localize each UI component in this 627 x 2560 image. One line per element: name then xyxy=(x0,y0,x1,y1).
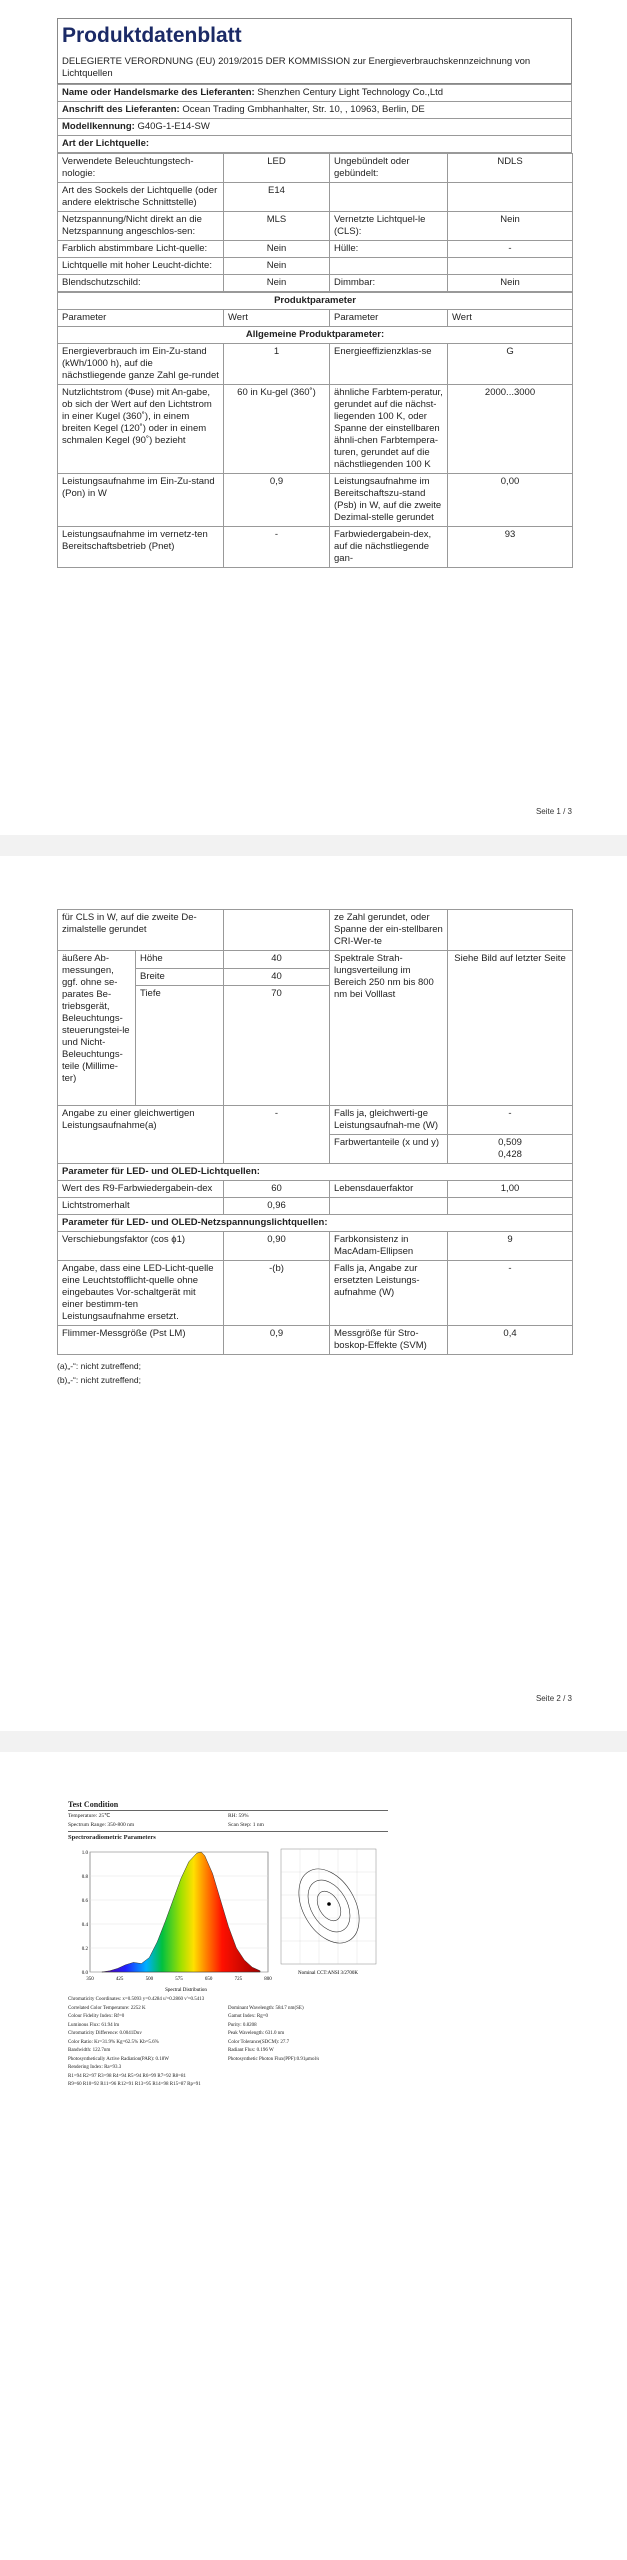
result-cell xyxy=(228,2081,388,2090)
cri-cont-label: ze Zahl gerundet, oder Spanne der ein-stellbaren CRI-Wer-te xyxy=(330,910,448,951)
type-row xyxy=(58,258,573,275)
result-cell: Rendering Index: Ra=93.3 xyxy=(68,2065,122,2070)
x-tick-label: 650 xyxy=(204,1977,213,1982)
result-cell: Photosynthetic Photon Flux(PPF):0.91μmol/s xyxy=(228,2056,320,2062)
result-row xyxy=(68,2039,388,2048)
life-label: Lebensdauerfaktor xyxy=(330,1181,448,1198)
result-cell: Color Ratio: Kr=31.9% Kg=62.5% Kb=5.6% xyxy=(68,2039,159,2045)
x-tick-label: 725 xyxy=(234,1977,243,1982)
result-cell: Color Tolerance(SDCM): 27.7 xyxy=(228,2039,290,2045)
x-tick-label: 575 xyxy=(175,1977,183,1982)
param-v2: G xyxy=(448,344,573,385)
equiv-power-label: Falls ja, gleichwerti-ge Leistungsaufnah-me (W) xyxy=(330,1106,448,1135)
result-cell: R9=60 R10=92 R11=96 R12=91 R13=95 R14=98 R15=87 Rp=91 xyxy=(68,2082,201,2087)
type-l2: Vernetzte Lichtquel-le (CLS): xyxy=(330,212,448,241)
page-1 xyxy=(0,0,627,835)
dim-height-value: 40 xyxy=(224,951,330,969)
strobo-value: 0,4 xyxy=(448,1326,573,1355)
note-a: (a)„-“: nicht zutreffend; xyxy=(57,1361,141,1371)
doc-intro: DELEGIERTE VERORDNUNG (EU) 2019/2015 DER KOMMISSION zur Energieverbrauchskennzeichnung von Lichtquellen xyxy=(57,53,572,84)
result-cell: Correlated Color Temperature: 2252 K xyxy=(68,2005,146,2011)
type-v1: LED xyxy=(224,154,330,183)
maint-empty-2 xyxy=(448,1198,573,1215)
param-l2: Farbwiedergabein-dex, auf die nächstliegende gan- xyxy=(330,527,448,568)
result-row xyxy=(68,1996,388,2005)
dim-depth-label: Tiefe xyxy=(136,986,224,1106)
result-cell: Chromaticity Difference: 0.0041Duv xyxy=(68,2031,142,2036)
type-l2 xyxy=(330,258,448,275)
type-v2: Nein xyxy=(448,275,573,292)
y-tick-label: 1.0 xyxy=(81,1851,88,1856)
chroma-x: 0,509 xyxy=(498,1137,522,1148)
type-v1: E14 xyxy=(224,183,330,212)
param-v2: 0,00 xyxy=(448,474,573,527)
param-l1: Leistungsaufnahme im vernetz-ten Bereitschaftsbetrieb (Pnet) xyxy=(58,527,224,568)
spectral-chart xyxy=(68,1844,273,1994)
supplier-table xyxy=(57,84,572,153)
type-v1: MLS xyxy=(224,212,330,241)
equiv-label xyxy=(58,1106,224,1164)
result-cell: Peak Wavelength: 631.0 nm xyxy=(228,2031,285,2036)
type-table xyxy=(57,153,573,292)
mains-section-title: Parameter für LED- und OLED-Netzspannungslichtquellen: xyxy=(58,1215,573,1232)
x-tick-label: 500 xyxy=(145,1977,154,1982)
cie-caption: Nominal CCT:ANSI 3/2700K xyxy=(297,1971,359,1976)
x-tick-label: 350 xyxy=(86,1977,94,1982)
param-row xyxy=(58,527,573,568)
equiv-power-value: - xyxy=(448,1106,573,1135)
result-row xyxy=(68,2030,388,2039)
type-l1: Lichtquelle mit hoher Leucht-dichte: xyxy=(58,258,224,275)
model-value: G40G-1-E14-SW xyxy=(137,121,210,132)
type-row xyxy=(58,275,573,292)
type-v2: NDLS xyxy=(448,154,573,183)
replace-power-value: - xyxy=(448,1261,573,1326)
manufacturer-label: Name oder Handelsmarke des Lieferanten: xyxy=(62,87,255,98)
page-footer-1: Seite 1 / 3 xyxy=(535,807,572,816)
flicker-label: Flimmer-Messgröße (Pst LM) xyxy=(58,1326,224,1355)
type-l1: Blendschutzschild: xyxy=(58,275,224,292)
r9-label: Wert des R9-Farbwiedergabein-dex xyxy=(58,1181,224,1198)
result-row xyxy=(68,2047,388,2056)
type-l1: Verwendete Beleuchtungstech-nologie: xyxy=(58,154,224,183)
page-3 xyxy=(0,1752,627,2560)
result-cell: Purity: 0.8208 xyxy=(228,2022,257,2028)
col-param-2: Parameter xyxy=(330,310,448,327)
result-cell: R1=94 R2=97 R3=98 R4=94 R5=94 R6=99 R7=92 R8=81 xyxy=(68,2073,186,2079)
result-row xyxy=(68,2022,388,2031)
maint-empty-1 xyxy=(330,1198,448,1215)
flicker-value: 0,9 xyxy=(224,1326,330,1355)
standby-cont-value xyxy=(224,910,330,951)
y-tick-label: 0.2 xyxy=(81,1947,88,1952)
y-tick-label: 0.0 xyxy=(81,1971,88,1976)
macadam-ellipses xyxy=(286,1858,371,1953)
result-cell xyxy=(228,1996,388,2005)
dim-depth-value: 70 xyxy=(224,986,330,1106)
model-row xyxy=(58,119,572,136)
spectrum-area xyxy=(102,1852,260,1972)
macadam-value: 9 xyxy=(448,1232,573,1261)
param-v2: 93 xyxy=(448,527,573,568)
col-value-2: Wert xyxy=(448,310,573,327)
param-v1: - xyxy=(224,527,330,568)
model-label: Modellkennung: xyxy=(62,121,135,132)
param-l1: Leistungsaufnahme im Ein-Zu-stand (Pon) in W xyxy=(58,474,224,527)
address-row xyxy=(58,102,572,119)
params-section-title: Produktparameter xyxy=(58,293,573,310)
type-l2: Ungebündelt oder gebündelt: xyxy=(330,154,448,183)
result-cell: Radiant Flux: 0.196 W xyxy=(228,2048,274,2053)
manufacturer-value: Shenzhen Century Light Technology Co.,Ltd xyxy=(257,87,444,98)
address-label: Anschrift des Lieferanten: xyxy=(62,104,180,115)
doc-title: Produktdatenblatt xyxy=(57,18,572,53)
type-v2: - xyxy=(448,241,573,258)
pf-value: 0,90 xyxy=(224,1232,330,1261)
general-params-title: Allgemeine Produktparameter: xyxy=(58,327,573,344)
type-v1: Nein xyxy=(224,241,330,258)
spectral-value: Siehe Bild auf letzter Seite xyxy=(448,951,573,1106)
pf-label: Verschiebungsfaktor (cos ϕ1) xyxy=(58,1232,224,1261)
result-row xyxy=(68,2064,388,2073)
rh: RH: 59% xyxy=(228,1813,249,1819)
life-value: 1,00 xyxy=(448,1181,573,1198)
chroma-values xyxy=(448,1135,573,1164)
result-cell: Photosynthetically Active Radiation(PAR): 0.18W xyxy=(68,2056,169,2062)
result-row xyxy=(68,2013,388,2022)
dim-height-label: Höhe xyxy=(136,951,224,969)
strobo-label: Messgröße für Stro-boskop-Effekte (SVM) xyxy=(330,1326,448,1355)
type-row xyxy=(58,154,573,183)
note-b: (b)„-“: nicht zutreffend; xyxy=(57,1375,141,1385)
type-label: Art der Lichtquelle: xyxy=(58,136,572,153)
type-v2 xyxy=(448,183,573,212)
type-l2: Dimmbar: xyxy=(330,275,448,292)
type-v2 xyxy=(448,258,573,275)
param-row xyxy=(58,474,573,527)
led-section-title: Parameter für LED- und OLED-Lichtquellen: xyxy=(58,1164,573,1181)
datasheet-page-2 xyxy=(57,909,572,1387)
type-l1: Farblich abstimmbare Licht-quelle: xyxy=(58,241,224,258)
col-value-1: Wert xyxy=(224,310,330,327)
y-tick-label: 0.8 xyxy=(81,1875,88,1880)
test-condition-row-1 xyxy=(68,1812,388,1821)
dims-label: äußere Ab-messungen, ggf. ohne se-parates Be-triebsgerät, Beleuchtungs-steuerungstei-le und Nicht-Beleuchtungs-teile (Millime-ter) xyxy=(58,951,136,1106)
params-table-cont xyxy=(57,909,573,1355)
result-cell: Dominant Wavelength: 584.7 nm(SE) xyxy=(228,2005,304,2011)
param-row xyxy=(58,385,573,474)
temperature: Temperature: 25℃ xyxy=(68,1813,111,1819)
measured-point xyxy=(327,1902,331,1906)
datasheet-page-1 xyxy=(57,18,572,568)
chroma-label: Farbwertanteile (x und y) xyxy=(330,1135,448,1164)
type-l1: Netzspannung/Nicht direkt an die Netzspannung angeschlos-sen: xyxy=(58,212,224,241)
result-cell: Bandwidth: 122.7nm xyxy=(68,2048,111,2053)
spectral-label: Spektrale Strah-lungsverteilung im Bereich 250 nm bis 800 nm bei Volllast xyxy=(330,951,448,1106)
result-row xyxy=(68,2073,388,2082)
test-condition-row-2 xyxy=(68,1821,388,1830)
cie-grid xyxy=(281,1849,376,1964)
r9-value: 60 xyxy=(224,1181,330,1198)
spectrum-range: Spectrum Range: 350-800 nm xyxy=(68,1822,135,1828)
type-l2 xyxy=(330,183,448,212)
param-row xyxy=(58,344,573,385)
spectro-title: Spectroradiometric Parameters xyxy=(68,1834,156,1841)
param-l2: Energieeffizienzklas-se xyxy=(330,344,448,385)
param-l1: Nutzlichtstrom (Φuse) mit An-gabe, ob sich der Wert auf den Lichtstrom in einer Kugel (360˚), in einem breiten Kegel (120˚) oder in einem schmalen Kegel (90˚) bezieht xyxy=(58,385,224,474)
chroma-y: 0,428 xyxy=(498,1149,522,1160)
result-row xyxy=(68,2081,388,2090)
cie-frame xyxy=(281,1849,376,1964)
maint-value: 0,96 xyxy=(224,1198,330,1215)
param-l2: ähnliche Farbtem-peratur, gerundet auf die nächst-liegenden 100 K, oder Spanne der einstellbaren ähnli-chen Farbtempera-turen, gerundet auf die nächstliegenden 100 K xyxy=(330,385,448,474)
page-2 xyxy=(0,856,627,1731)
maint-label: Lichtstromerhalt xyxy=(58,1198,224,1215)
result-cell: Colour Fidelity Index: Rf=0 xyxy=(68,2014,125,2019)
type-l1: Art des Sockels der Lichtquelle (oder andere elektrische Schnittstelle) xyxy=(58,183,224,212)
replace-power-label: Falls ja, Angabe zur ersetzten Leistungs-aufnahme (W) xyxy=(330,1261,448,1326)
x-tick-label: 425 xyxy=(115,1977,124,1982)
param-l2: Leistungsaufnahme im Bereitschaftszu-stand (Psb) in W, auf die zweite Dezimal-stelle gerundet xyxy=(330,474,448,527)
y-tick-label: 0.4 xyxy=(81,1923,88,1928)
test-condition-title: Test Condition xyxy=(68,1800,119,1809)
type-row xyxy=(58,183,573,212)
type-l2: Hülle: xyxy=(330,241,448,258)
type-v1: Nein xyxy=(224,275,330,292)
type-v1: Nein xyxy=(224,258,330,275)
result-cell: Luminous Flux: 61.94 lm xyxy=(68,2022,120,2028)
dim-width-label: Breite xyxy=(136,968,224,986)
address-value: Ocean Trading Gmbhanhalter, Str. 10, , 10963, Berlin, DE xyxy=(182,104,425,115)
result-cell xyxy=(228,2064,388,2073)
result-cell xyxy=(228,2073,388,2082)
spectral-caption: Spectral Distribution xyxy=(165,1988,207,1993)
param-v1: 60 in Ku-gel (360˚) xyxy=(224,385,330,474)
type-row xyxy=(58,212,573,241)
type-row xyxy=(58,241,573,258)
test-report xyxy=(68,1800,388,2090)
scan-step: Scan Step: 1 nm xyxy=(228,1822,264,1828)
manufacturer-row xyxy=(58,85,572,102)
standby-cont-label: für CLS in W, auf die zweite De-zimalstelle gerundet xyxy=(58,910,224,951)
equiv-label-text: Angabe zu einer gleichwertigen Leistungsaufnahme(a) xyxy=(62,1108,195,1131)
equiv-value: - xyxy=(224,1106,330,1164)
result-row xyxy=(68,2005,388,2014)
page-footer-2: Seite 2 / 3 xyxy=(535,1694,572,1703)
cri-cont-value xyxy=(448,910,573,951)
result-row xyxy=(68,2056,388,2065)
param-v2: 2000...3000 xyxy=(448,385,573,474)
cie-diagram xyxy=(273,1844,383,1994)
result-cell: Chromaticity Coordinates: x=0.5093 y=0.4284 u'=0.2860 v'=0.5413 xyxy=(68,1997,205,2002)
x-tick-label: 800 xyxy=(264,1977,272,1982)
macadam-label: Farbkonsistenz in MacAdam-Ellipsen xyxy=(330,1232,448,1261)
params-table xyxy=(57,292,573,568)
results-list xyxy=(68,1996,388,2090)
type-v2: Nein xyxy=(448,212,573,241)
result-cell: Gamut Index: Rg=0 xyxy=(228,2014,269,2019)
replace-value: -(b) xyxy=(224,1261,330,1326)
y-tick-label: 0.6 xyxy=(81,1899,88,1904)
replace-label: Angabe, dass eine LED-Licht-quelle eine Leuchtstofflicht-quelle ohne eingebautes Vor-schaltgerät mit einer bestimm-ten Leistungsaufnahme ersetzt. xyxy=(58,1261,224,1326)
param-v1: 0,9 xyxy=(224,474,330,527)
dim-width-value: 40 xyxy=(224,968,330,986)
param-l1: Energieverbrauch im Ein-Zu-stand (kWh/1000 h), auf die nächstliegende ganze Zahl ge-rundet xyxy=(58,344,224,385)
col-param-1: Parameter xyxy=(58,310,224,327)
param-v1: 1 xyxy=(224,344,330,385)
